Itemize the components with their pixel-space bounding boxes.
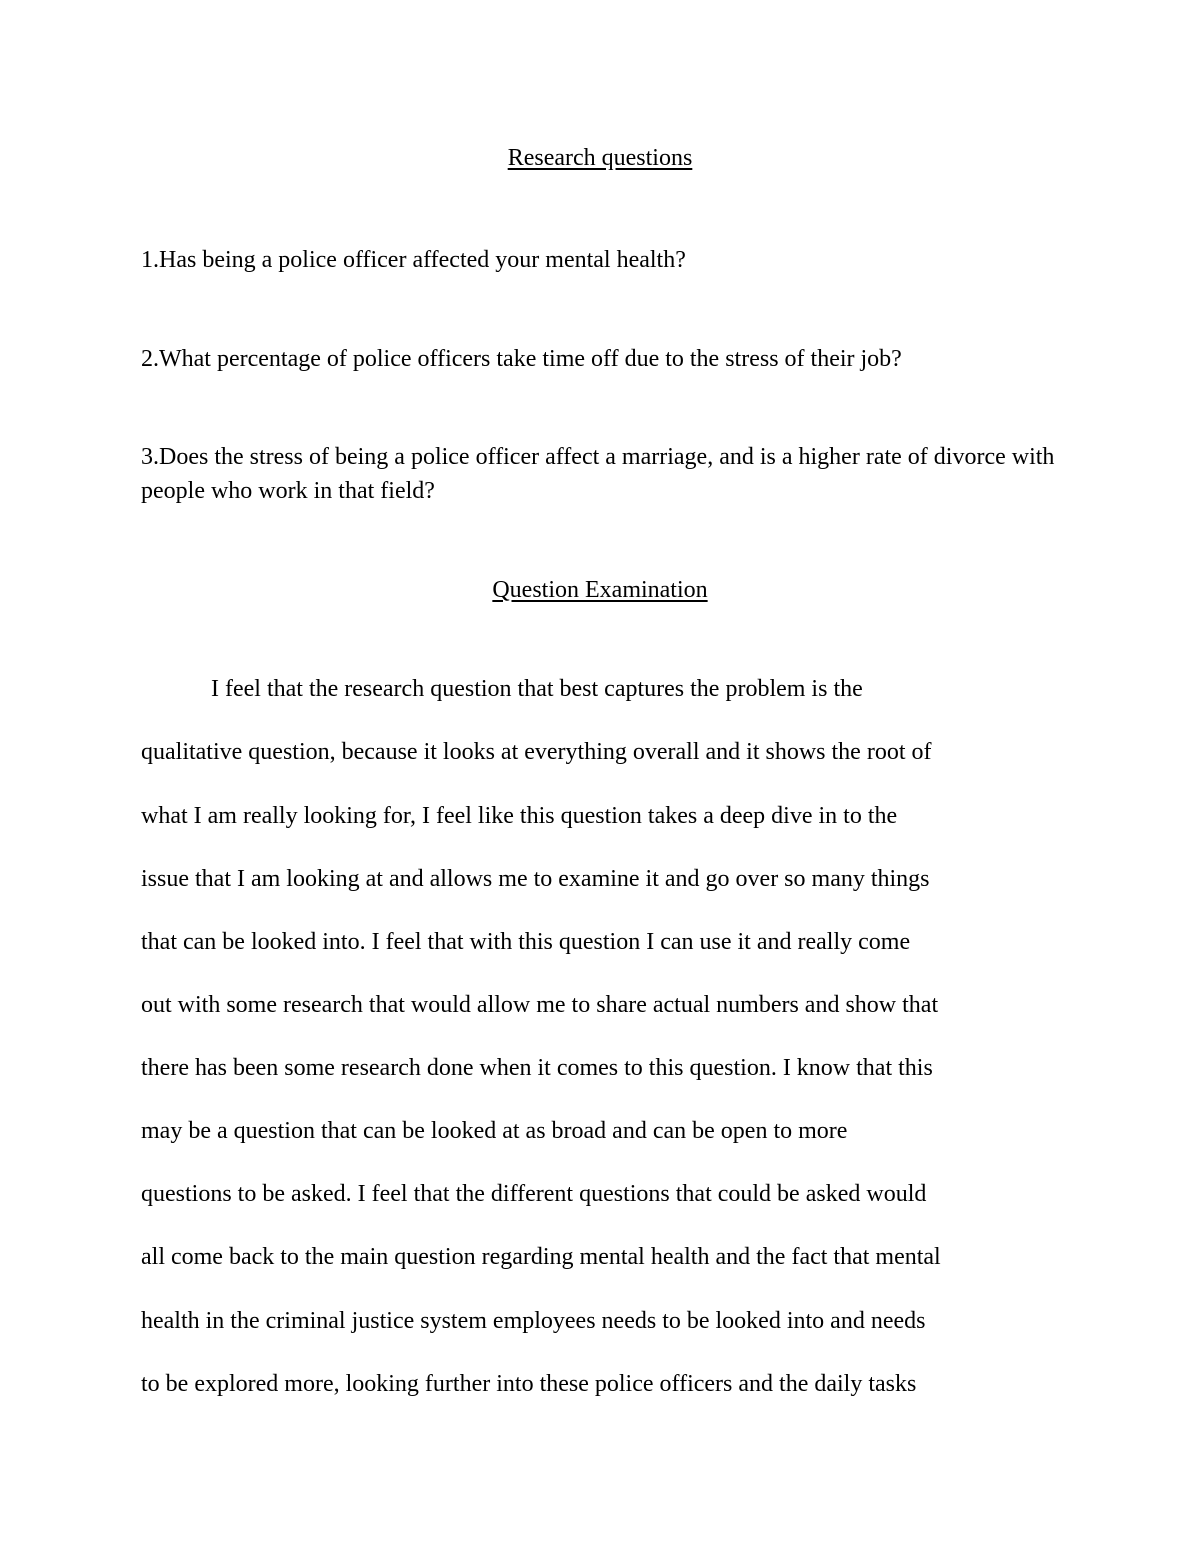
paragraph-line: there has been some research done when it comes to this question. I know that this	[141, 1055, 933, 1081]
paragraph-line: all come back to the main question regarding mental health and the fact that mental	[141, 1244, 941, 1270]
question-3: 3.Does the stress of being a police officer affect a marriage, and is a higher rate of divorce with people who work in that field?	[141, 444, 1055, 504]
paragraph-line: I feel that the research question that best captures the problem is the	[211, 676, 863, 702]
paragraph-line: issue that I am looking at and allows me to examine it and go over so many things	[141, 866, 930, 892]
paragraph-line: qualitative question, because it looks at everything overall and it shows the root of	[141, 739, 932, 765]
paragraph-line: what I am really looking for, I feel like this question takes a deep dive in to the	[141, 803, 898, 829]
question-2: 2.What percentage of police officers take time off due to the stress of their job?	[141, 346, 902, 372]
paragraph-line: may be a question that can be looked at as broad and can be open to more	[141, 1118, 848, 1144]
paragraph-line: questions to be asked. I feel that the different questions that could be asked would	[141, 1181, 927, 1207]
question-1: 1.Has being a police officer affected your mental health?	[141, 247, 686, 273]
research-questions-heading: Research questions	[507, 145, 693, 171]
paragraph-line: that can be looked into. I feel that with this question I can use it and really come	[141, 929, 911, 955]
paragraph-line: out with some research that would allow me to share actual numbers and show that	[141, 992, 939, 1018]
paragraph-line: health in the criminal justice system employees needs to be looked into and needs	[141, 1308, 926, 1334]
paragraph-line: to be explored more, looking further into these police officers and the daily tasks	[141, 1371, 917, 1397]
question-examination-heading: Question Examination	[492, 577, 708, 603]
